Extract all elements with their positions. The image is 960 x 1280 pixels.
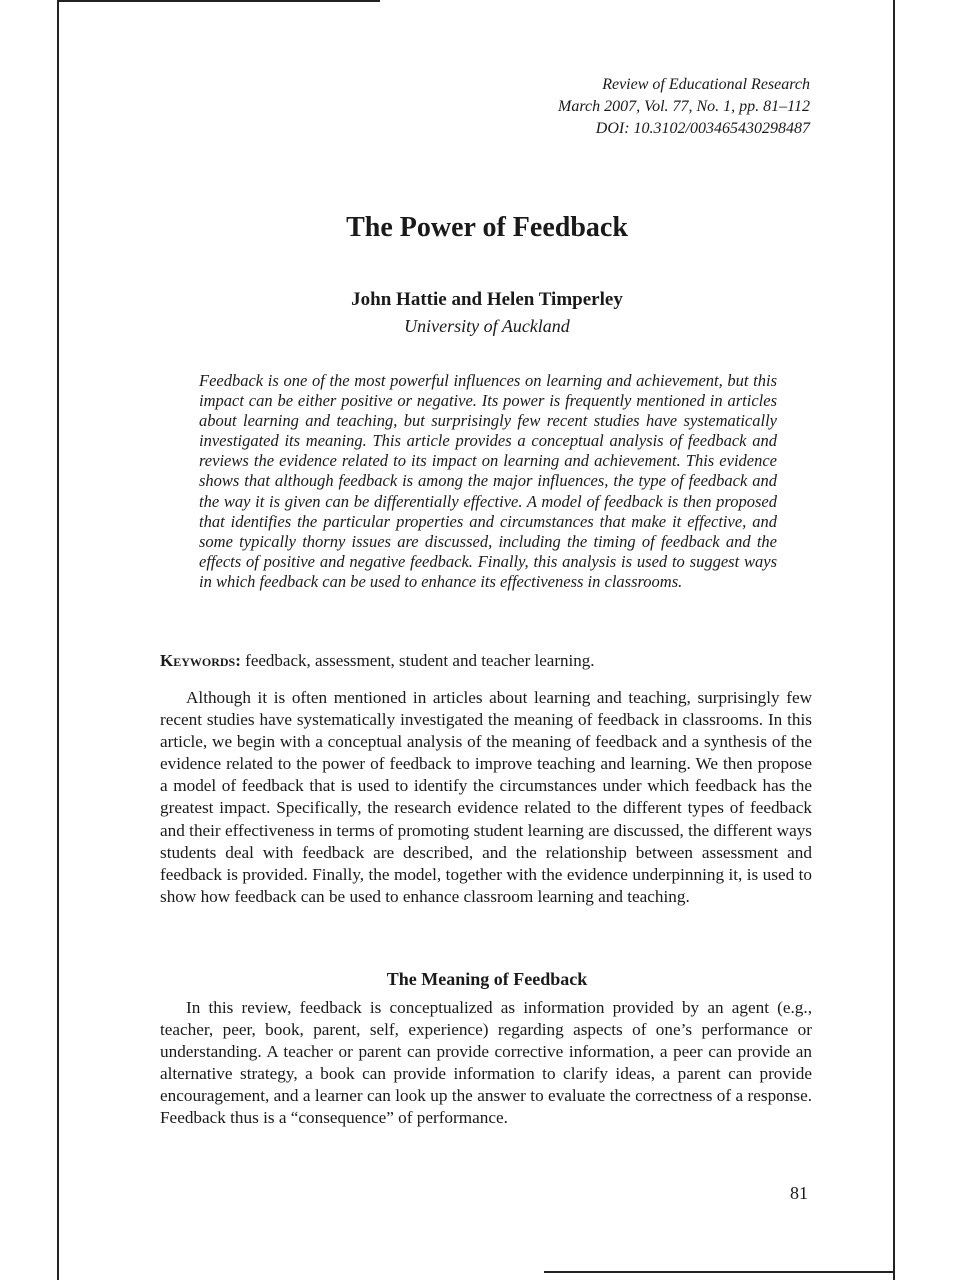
scan-border-bottom	[544, 1271, 895, 1273]
page-number: 81	[790, 1183, 808, 1203]
article-title: The Power of Feedback	[346, 212, 628, 243]
journal-name: Review of Educational Research	[602, 76, 810, 93]
scan-border-right	[893, 0, 895, 1280]
article-authors: John Hattie and Helen Timperley	[351, 289, 623, 310]
body-paragraph-2: In this review, feedback is conceptualized as information provided by an agent (e.g., teacher, peer, book, parent, self, experience) regarding aspects of one’s performance or understanding. A teacher or parent can provide corrective information, a peer can provide an alternative strategy, a book can provide information to clarify ideas, a parent can provide encouragement, and a learner can look up the answer to evaluate the correctness of a response. Feedback thus is a “consequence” of performance.	[160, 998, 812, 1128]
keywords-label: Keywords:	[160, 651, 241, 670]
author-affiliation: University of Auckland	[404, 316, 570, 336]
keywords-text: feedback, assessment, student and teacher learning.	[245, 651, 595, 670]
journal-issue: March 2007, Vol. 77, No. 1, pp. 81–112	[558, 98, 810, 115]
body-paragraph-1: Although it is often mentioned in articles about learning and teaching, surprisingly few recent studies have systematically investigated the meaning of feedback in classrooms. In this article, we begin with a conceptual analysis of the meaning of feedback and a synthesis of the evidence related to the power of feedback to improve teaching and learning. We then propose a model of feedback that is used to identify the circumstances under which feedback has the greatest impact. Specifically, the research evidence related to the different types of feedback and their effectiveness in terms of promoting student learning are discussed, the different ways students deal with feedback are described, and the relationship between assessment and feedback is provided. Finally, the model, together with the evidence underpinning it, is used to show how feedback can be used to enhance classroom learning and teaching.	[160, 688, 812, 906]
section-heading: The Meaning of Feedback	[386, 969, 588, 989]
scan-border-top	[57, 0, 380, 2]
abstract: Feedback is one of the most powerful influences on learning and achievement, but this impact can be either positive or negative. Its power is frequently mentioned in articles about learning and teaching, but surprisingly few recent studies have systematically investigated its meaning. This article provides a conceptual analysis of feedback and reviews the evidence related to its impact on learning and achievement. This evidence shows that although feedback is among the major influences, the type of feedback and the way it is given can be differentially effective. A model of feedback is then proposed that identifies the particular properties and circumstances that make it effective, and some typically thorny issues are discussed, including the timing of feedback and the effects of positive and negative feedback. Finally, this analysis is used to suggest ways in which feedback can be used to enhance its effectiveness in classrooms.	[199, 371, 777, 591]
journal-doi: DOI: 10.3102/003465430298487	[595, 120, 810, 137]
journal-citation	[558, 74, 810, 140]
scan-border-left	[57, 0, 59, 1280]
keywords	[160, 650, 820, 672]
